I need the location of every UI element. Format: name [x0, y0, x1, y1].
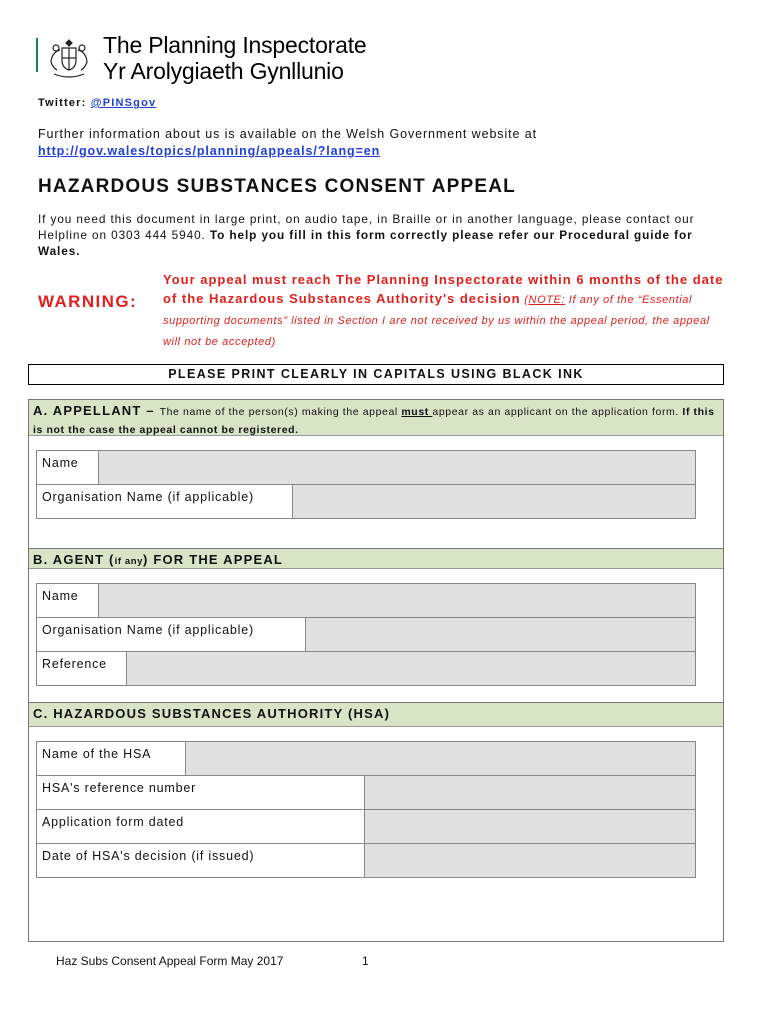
- section-b-title-small: if any: [114, 556, 143, 567]
- hsa-name-row: [36, 741, 696, 776]
- application-dated-label: Application form dated: [37, 810, 365, 843]
- appellant-organisation-input[interactable]: [293, 485, 695, 518]
- logo-divider: [36, 38, 38, 72]
- application-dated-input[interactable]: [365, 810, 695, 843]
- org-name-welsh: Yr Arolygiaeth Gynllunio: [103, 58, 344, 84]
- agent-name-row: [36, 583, 696, 618]
- appellant-name-input[interactable]: [99, 451, 695, 484]
- section-a-note-bold: If this is not the case the appeal cannot be registered.: [33, 406, 715, 436]
- warning-note-text: If any of the “Essential supporting documents” listed in Section I are not received by us within the appeal period, the appeal will not be accepted): [163, 294, 710, 348]
- intro-text: If you need this document in large print, on audio tape, in Braille or in another language, please contact our Helpline on 0303 444 5940.: [38, 212, 695, 242]
- hsa-name-label: Name of the HSA: [37, 742, 186, 775]
- section-a-note-must: must: [401, 406, 433, 418]
- decision-date-input[interactable]: [365, 844, 695, 877]
- section-appellant: [28, 399, 724, 550]
- appellant-name-label: Name: [37, 451, 99, 484]
- appellant-organisation-label: Organisation Name (if applicable): [37, 485, 293, 518]
- section-b-header: [29, 549, 723, 569]
- application-dated-row: [36, 809, 696, 844]
- agent-name-label: Name: [37, 584, 99, 617]
- twitter-label: Twitter:: [38, 97, 91, 109]
- hsa-reference-row: [36, 775, 696, 810]
- hsa-name-input[interactable]: [186, 742, 695, 775]
- section-agent: [28, 548, 724, 704]
- decision-date-row: [36, 843, 696, 878]
- warning-message: [163, 270, 728, 352]
- warning-label: WARNING:: [38, 292, 138, 311]
- intro-paragraph: [38, 211, 728, 259]
- warning-note-open: (: [520, 294, 529, 306]
- twitter-line: [38, 97, 156, 109]
- agent-reference-label: Reference: [37, 652, 127, 685]
- warning-text: Your appeal must reach The Planning Inspectorate within 6 months of the date of the Hazardous Substances Authority's decision: [163, 272, 724, 306]
- twitter-handle-link[interactable]: @PINSgov: [90, 97, 157, 109]
- section-b-title: [33, 552, 283, 567]
- section-a-title: A. APPELLANT –: [33, 403, 160, 418]
- agent-name-input[interactable]: [99, 584, 695, 617]
- hsa-reference-label: HSA's reference number: [37, 776, 365, 809]
- agent-organisation-input[interactable]: [306, 618, 695, 651]
- warning-note-label: NOTE:: [528, 294, 566, 306]
- footer-form-name: Haz Subs Consent Appeal Form May 2017: [56, 954, 284, 968]
- section-b-title-1: B. AGENT (: [33, 552, 115, 567]
- agent-reference-input[interactable]: [127, 652, 695, 685]
- section-a-note-2: appear as an applicant on the application form.: [432, 406, 683, 418]
- hsa-reference-input[interactable]: [365, 776, 695, 809]
- welsh-government-link[interactable]: http://gov.wales/topics/planning/appeals/?lang=en: [38, 144, 381, 158]
- page-number: 1: [362, 954, 369, 968]
- section-c-title: C. HAZARDOUS SUBSTANCES AUTHORITY (HSA): [33, 706, 391, 721]
- section-c-header: [29, 703, 723, 727]
- page-title: HAZARDOUS SUBSTANCES CONSENT APPEAL: [38, 176, 516, 197]
- section-hsa: [28, 702, 724, 942]
- intro-bold-text: To help you fill in this form correctly please refer our Procedural guide for Wales.: [38, 228, 693, 258]
- further-info-text: Further information about us is available on the Welsh Government website at: [38, 127, 537, 141]
- section-b-title-2: ) FOR THE APPEAL: [143, 552, 284, 567]
- org-name-english: The Planning Inspectorate: [103, 32, 367, 58]
- royal-coat-of-arms-icon: [46, 36, 92, 80]
- agent-organisation-row: [36, 617, 696, 652]
- print-clearly-notice: PLEASE PRINT CLEARLY IN CAPITALS USING BLACK INK: [28, 364, 724, 385]
- appellant-name-row: [36, 450, 696, 485]
- agent-reference-row: [36, 651, 696, 686]
- section-a-header: [29, 400, 723, 436]
- agent-organisation-label: Organisation Name (if applicable): [37, 618, 306, 651]
- decision-date-label: Date of HSA's decision (if issued): [37, 844, 365, 877]
- section-a-note-1: The name of the person(s) making the appeal: [159, 406, 402, 418]
- appellant-organisation-row: [36, 484, 696, 519]
